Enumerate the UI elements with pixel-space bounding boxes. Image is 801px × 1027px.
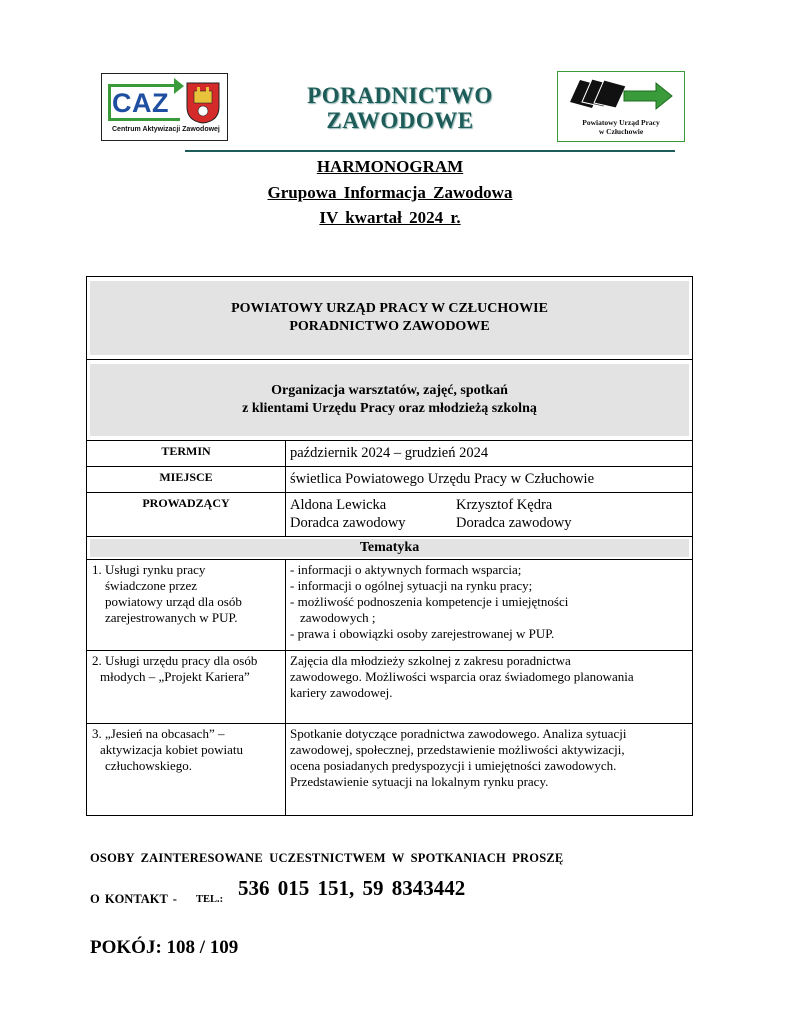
- topic-row-1: [87, 560, 693, 651]
- topic-1-item: - prawa i obowiązki osoby zarejestrowanej w PUP.: [290, 626, 555, 641]
- person2-role: Doradca zawodowy: [456, 515, 572, 531]
- schedule-period: IV kwartał 2024 r.: [319, 208, 461, 227]
- office-band: [90, 281, 689, 355]
- caz-logo-subtitle: Centrum Aktywizacji Zawodowej: [112, 126, 220, 133]
- prowadzacy-names: [290, 496, 688, 514]
- band-office: [87, 277, 693, 360]
- miejsce-label: MIEJSCE: [87, 467, 286, 493]
- row-topics-header: [87, 537, 693, 560]
- schedule-table: [86, 276, 693, 816]
- row-prowadzacy: [87, 493, 693, 537]
- topic-1-item: - informacji o ogólnej sytuacji na rynku pracy;: [290, 578, 533, 593]
- topic-2-description: Zajęcia dla młodzieży szkolnej z zakresu poradnictwa zawodowego. Możliwości wsparcia oraz świadomego planowania kariery zawodowej.: [286, 651, 693, 724]
- contact-intro: OSOBY ZAINTERESOWANE UCZESTNICTWEM W SPOTKANIACH PROSZĘ: [90, 851, 564, 865]
- contact-label: O KONTAKT -: [90, 892, 177, 906]
- tel-label: TEL.:: [196, 894, 224, 905]
- header-title-line2: ZAWODOWE: [326, 108, 474, 133]
- prowadzacy-roles: [290, 514, 688, 532]
- header-title: [280, 83, 520, 133]
- person1-role: Doradca zawodowy: [290, 515, 406, 531]
- room-number: POKÓJ: 108 / 109: [90, 937, 239, 958]
- topic-1-name: 1. Usługi rynku pracy świadczone przez powiatowy urząd dla osób zarejestrowanych w PUP.: [87, 560, 286, 651]
- organization-band: [90, 364, 689, 436]
- row-miejsce: [87, 467, 693, 493]
- pup-logo-line1: Powiatowy Urząd Pracy: [582, 118, 660, 127]
- topics-header: Tematyka: [90, 539, 689, 557]
- topic-row-2: [87, 651, 693, 724]
- caz-arrow-head-icon: [174, 78, 184, 94]
- tel-numbers: 536 015 151, 59 8343442: [238, 876, 466, 900]
- person2-name: Krzysztof Kędra: [456, 497, 553, 513]
- topic-3-name: 3. „Jesień na obcasach” – aktywizacja kobiet powiatu człuchowskiego.: [87, 724, 286, 816]
- prowadzacy-label: PROWADZĄCY: [87, 493, 286, 537]
- termin-value: październik 2024 – grudzień 2024: [286, 441, 693, 467]
- pup-cards-arrow-icon: [558, 72, 683, 118]
- topic-1-item: - możliwość podnoszenia kompetencje i umiejętności: [290, 594, 569, 609]
- pup-logo: [557, 71, 685, 142]
- pup-logo-text: [558, 118, 684, 136]
- header-title-line1: PORADNICTWO: [307, 83, 493, 108]
- row-termin: [87, 441, 693, 467]
- topic-1-item-continuation: zawodowych ;: [300, 610, 376, 625]
- prowadzacy-value: [286, 493, 693, 537]
- miejsce-value: świetlica Powiatowego Urzędu Pracy w Człuchowie: [286, 467, 693, 493]
- organization-line1: Organizacja warsztatów, zajęć, spotkań: [271, 383, 508, 398]
- person1-name: Aldona Lewicka: [290, 497, 387, 513]
- caz-logo-text: CAZ: [112, 88, 169, 118]
- office-name: POWIATOWY URZĄD PRACY W CZŁUCHOWIE: [231, 301, 548, 316]
- pup-logo-line2: w Człuchowie: [598, 127, 644, 136]
- topic-1-item: - informacji o aktywnych formach wsparcia;: [290, 562, 522, 577]
- topic-row-3: [87, 724, 693, 816]
- band-organization: [87, 360, 693, 441]
- schedule-subtitle: Grupowa Informacja Zawodowa: [267, 183, 513, 202]
- office-department: PORADNICTWO ZAWODOWE: [289, 319, 490, 334]
- topic-2-name: 2. Usługi urzędu pracy dla osób młodych – „Projekt Kariera”: [87, 651, 286, 724]
- termin-label: TERMIN: [87, 441, 286, 467]
- organization-line2: z klientami Urzędu Pracy oraz młodzieżą szkolną: [242, 401, 537, 416]
- town-crest-icon: [185, 81, 221, 125]
- caz-logo: [101, 73, 228, 141]
- header-divider: [185, 150, 675, 152]
- topic-3-description: Spotkanie dotyczące poradnictwa zawodowego. Analiza sytuacji zawodowej, społecznej, przedstawienie możliwości aktywizacji, ocena posiadanych predyspozycji i umiejętności zawodowych. Przedstawienie sytuacji na lokalnym rynku pracy.: [286, 724, 693, 816]
- schedule-title: HARMONOGRAM: [316, 157, 464, 176]
- topic-1-description: [286, 560, 693, 651]
